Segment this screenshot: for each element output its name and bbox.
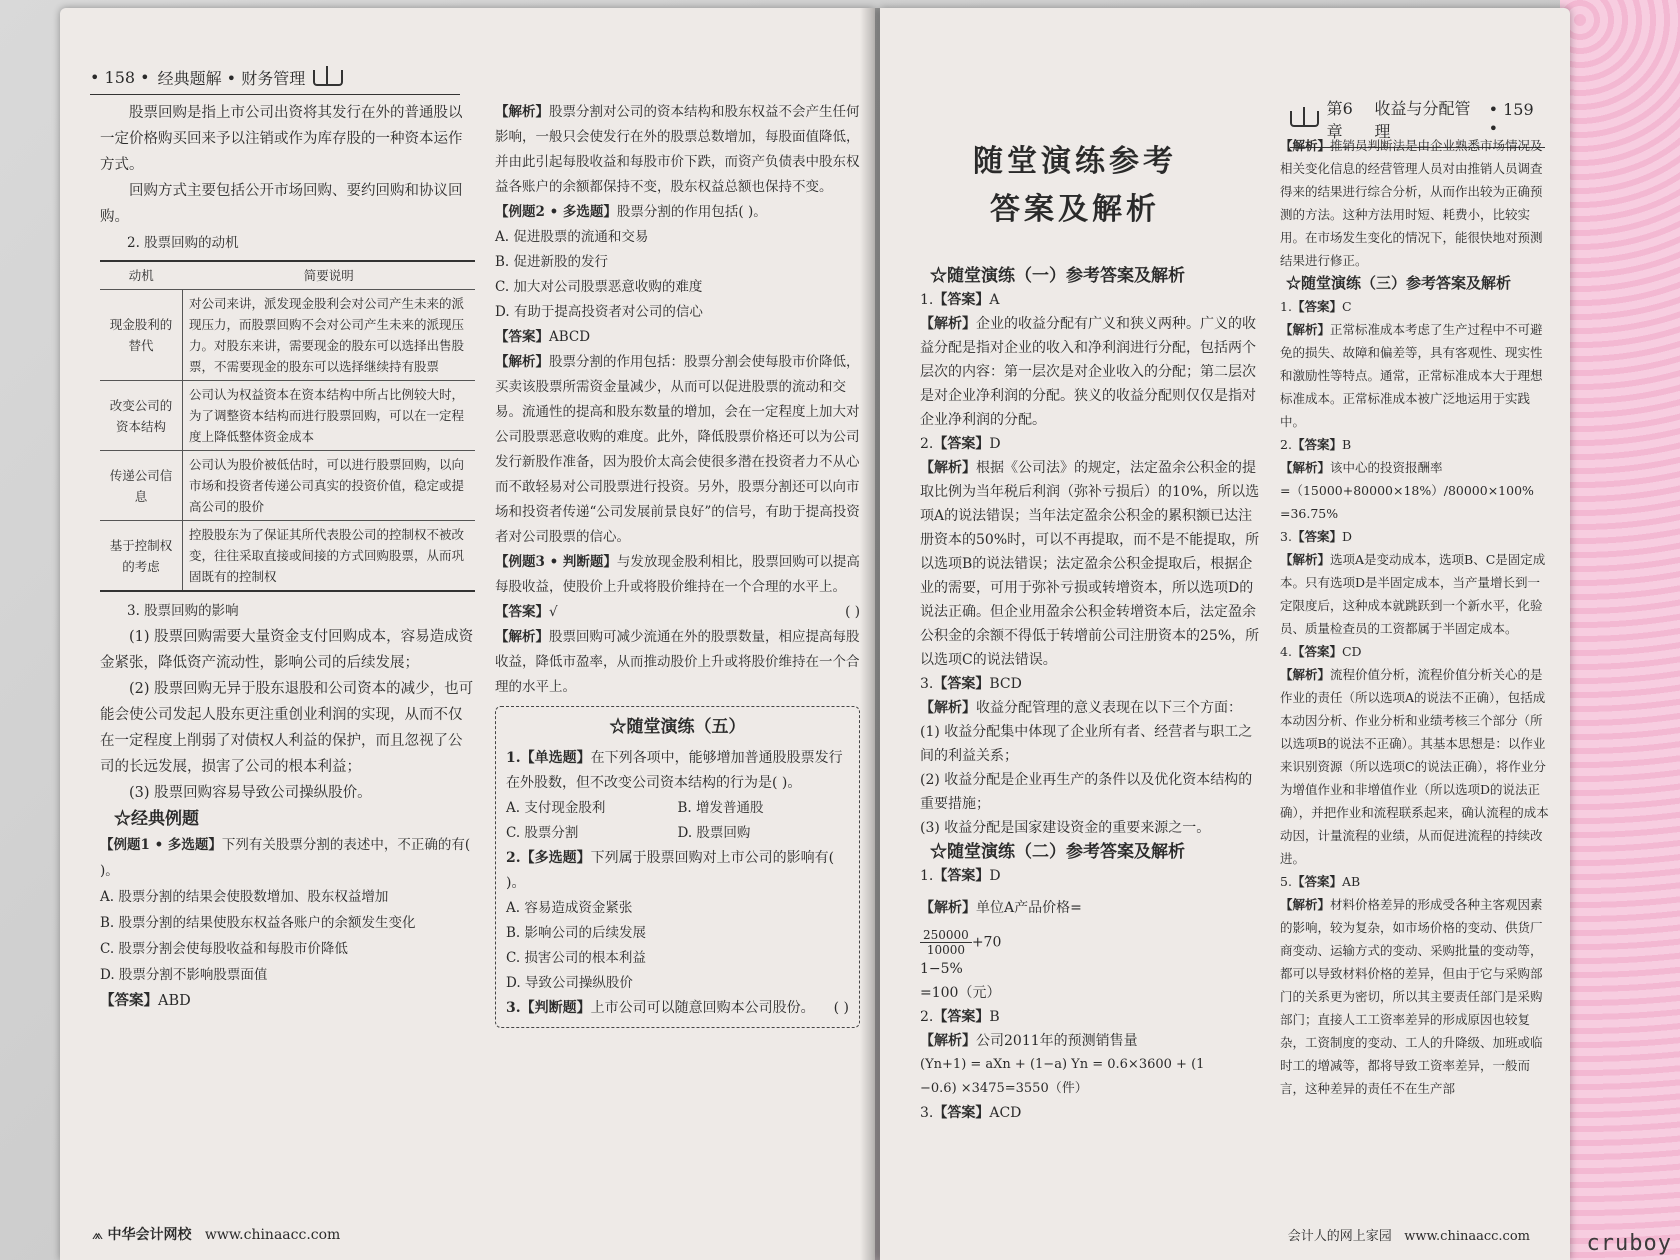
drill-1-item-3-answer (920, 672, 1260, 696)
analysis-tag: 【解析】 (920, 700, 976, 716)
example-1-option: A. 股票分割的结果会使股数增加、股东权益增加 (100, 889, 389, 905)
drill-3-item-2-answer (1280, 433, 1550, 456)
inner-denominator: 10000 (926, 943, 965, 957)
example-1-tag: 【例题1 • 多选题】 (100, 837, 222, 853)
practice-q1-text: 在下列各项中，能够增加普通股股票发行在外股数，但不改变公司资本结构的行为是( )。 (506, 750, 843, 791)
book-icon (1290, 111, 1319, 127)
answer-tag: 【答案】 (933, 436, 990, 452)
drill-2-item-3-answer (920, 1101, 1260, 1125)
left-page (60, 8, 875, 1260)
drill-3-item-5-analysis (1280, 893, 1550, 1100)
watermark: cruboy (1586, 1231, 1672, 1256)
answer-value: B (1341, 437, 1352, 452)
answers-title-line-1: 随堂演练参考 (973, 144, 1177, 179)
drill-3-item-4-analysis (1280, 663, 1550, 870)
judge-paren: ( ) (833, 1000, 849, 1016)
analysis-text: 企业的收益分配有广义和狭义两种。广义的收益分配是指对企业的收入和净利润进行分配，包括两个层次的内容：第一层次是对企业收入的分配；第二层次是对企业净利润的分配。狭义的收益分配则仅仅是指对企业净利润的分配。 (920, 316, 1256, 428)
left-footer (92, 1224, 340, 1244)
analysis-tag: 【解析】 (1280, 897, 1331, 912)
table-header: 简要说明 (183, 261, 476, 290)
motive-heading: 2. 股票回购的动机 (127, 235, 239, 251)
intro-paragraph-1: 股票回购是指上市公司出资将其发行在外的普通股以一定价格购买回来予以注销或作为库存股的一种资本运作方式。 (100, 105, 463, 173)
formula-line: =（15000+80000×18%）/80000×100% (1280, 483, 1534, 498)
drill-3-heading: ☆随堂演练（三）参考答案及解析 (1286, 274, 1512, 292)
practice-q2 (506, 846, 849, 896)
drill-1-item-2-answer (920, 432, 1260, 456)
practice-q3 (506, 996, 849, 1021)
impact-heading: 3. 股票回购的影响 (127, 603, 239, 619)
analysis-text: 股票回购可减少流通在外的股票数量，相应提高每股收益，降低市盈率，从而推动股价上升或将股价维持在一个合理的水平上。 (495, 629, 860, 695)
answer-tag: 【答案】 (933, 1009, 990, 1025)
table-cell-key: 现金股利的替代 (100, 290, 183, 381)
answer-value: BCD (989, 676, 1022, 692)
analysis-point: (2) 收益分配是企业再生产的条件以及优化资本结构的重要措施； (920, 772, 1253, 812)
analysis-text: 该中心的投资报酬率 (1330, 460, 1443, 475)
drill-3-item-5-answer (1280, 870, 1550, 893)
impact-item: (2) 股票回购无异于股东退股和公司资本的减少，也可能会使公司发起人股东更注重创业利润的实现，从而不仅在一定程度上削弱了对债权人利益的保护，而且忽视了公司的长远发展，损害了公司的根本利益； (100, 681, 474, 775)
analysis-tag: 【解析】 (1280, 138, 1331, 153)
table-row (100, 290, 475, 381)
right-header-title: 收益与分配管理 (1374, 99, 1471, 141)
drill-1-item-3-analysis (920, 696, 1260, 720)
table-cell-value: 控股股东为了保证其所代表股公司的控制权不被改变，往往采取直接或间接的方式回购股票，从而巩固既有的控制权 (183, 521, 476, 592)
answer-value: C (1341, 299, 1352, 314)
drill-3-item-3-answer (1280, 525, 1550, 548)
analysis-text: 材料价格差异的形成受各种主客观因素的影响，较为复杂，如市场价格的变动、供货厂商变动、运输方式的变动、采购批量的变动等，都可以导致材料价格的差异，但由于它与采购部门的关系更为密切，所以其主要责任部门是采购部门；直接人工工资率差异的形成原因也较复杂，工资制度的变动、工人的升降级、加班或临时工的增减等，都将导致工资率差异，一般而言，这种差异的责任不在生产部 (1280, 897, 1543, 1096)
drill-3-item-1-analysis (1280, 318, 1550, 433)
analysis-point: (1) 收益分配集中体现了企业所有者、经营者与职工之间的利益关系； (920, 724, 1253, 764)
table-row (100, 381, 475, 451)
table-header-row (100, 261, 475, 290)
answer-value: B (989, 1009, 1000, 1025)
drill-2-item-3-analysis (1280, 134, 1550, 272)
impact-item: (1) 股票回购需要大量资金支付回购成本，容易造成资金紧张，降低资产流动性，影响公司的后续发展； (100, 629, 474, 671)
left-header (90, 66, 460, 89)
left-column-2 (495, 100, 860, 1028)
inner-fraction (920, 928, 972, 957)
practice-box-5 (495, 706, 860, 1028)
right-page-number: • 159 • (1488, 100, 1534, 138)
example-2-question (495, 200, 860, 225)
example-1-answer (100, 988, 475, 1014)
option: B. 增发普通股 (677, 800, 764, 816)
footer-url: www.chinaacc.com (204, 1227, 341, 1243)
item-number: 5. (1280, 874, 1292, 889)
book-icon (313, 70, 343, 86)
analysis-text: 推销员判断法是由企业熟悉市场情况及相关变化信息的经营管理人员对由推销人员调查得来的结果进行综合分析，从而作出较为正确预测的方法。这种方法用时短、耗费小，比较实用。在市场发生变化的情况下，能很快地对预测结果进行修正。 (1280, 138, 1543, 268)
drill-2-item-1-answer (920, 864, 1260, 888)
analysis-tag: 【解析】 (495, 629, 549, 645)
practice-q3-text: 上市公司可以随意回购本公司股份。 (590, 1000, 815, 1016)
fraction-denominator: 1−5% (920, 961, 963, 977)
practice-q1-options (506, 821, 849, 846)
drill-2-heading: ☆随堂演练（二）参考答案及解析 (930, 842, 1185, 862)
table-cell-key: 传递公司信息 (100, 451, 183, 521)
answer-tag: 【答案】 (933, 292, 990, 308)
example-2-tag: 【例题2 • 多选题】 (495, 204, 617, 220)
example-1-text: 下列有关股票分割的表述中，不正确的有( )。 (100, 837, 471, 879)
analysis-tag: 【解析】 (1280, 322, 1331, 337)
practice-q2-tag: 2.【多选题】 (506, 850, 591, 866)
item-number: 2. (1280, 437, 1292, 452)
example-2-option: A. 促进股票的流通和交易 (495, 229, 649, 245)
answer-tag: 【答案】 (933, 868, 990, 884)
answer-tag: 【答案】 (1291, 299, 1342, 314)
item-number: 3. (920, 676, 934, 692)
intro-paragraph-2: 回购方式主要包括公开市场回购、要约回购和协议回购。 (100, 183, 463, 225)
drill-2-item-2-answer (920, 1005, 1260, 1029)
example-2-option: C. 加大对公司股票恶意收购的难度 (495, 279, 703, 295)
example-2-answer (495, 325, 860, 350)
option: C. 损害公司的根本利益 (506, 950, 646, 966)
drill-3-item-2-analysis (1280, 456, 1550, 479)
left-header-title: 经典题解 • 财务管理 (157, 69, 306, 88)
formula-prefix: 单位A产品价格= (976, 900, 1082, 916)
example-1-question (100, 832, 475, 884)
answer-tag: 【答案】 (495, 329, 549, 345)
practice-q1-tag: 1.【单选题】 (506, 750, 591, 766)
table-cell-value: 对公司来讲，派发现金股利会对公司产生未来的派现压力，而股票回购不会对公司产生未来的派现压力。对股东来讲，需要现金的股东可以选择出售股票，不需要现金的股东可以选择继续持有股票 (183, 290, 476, 381)
item-number: 1. (920, 292, 934, 308)
answer-value: √ (549, 604, 558, 620)
analysis-text: 股票分割对公司的资本结构和股东权益不会产生任何影响，一般只会使发行在外的股票总数增加，每股面值降低，并由此引起每股收益和每股市价下跌，而资产负债表中股东权益各账户的余额都保持不变，股东权益总额也保持不变。 (495, 104, 860, 195)
drill-3-item-1-answer (1280, 295, 1550, 318)
answers-title-line-2: 答案及解析 (990, 192, 1160, 227)
example-1-option: D. 股票分割不影响股票面值 (100, 967, 268, 983)
analysis-text: 收益分配管理的意义表现在以下三个方面： (976, 700, 1242, 716)
analysis-tag: 【解析】 (920, 1033, 976, 1049)
option: A. 支付现金股利 (506, 800, 606, 816)
answer-value: ABCD (549, 329, 591, 345)
right-column-1 (920, 264, 1260, 1125)
option: A. 容易造成资金紧张 (506, 900, 633, 916)
analysis-tag: 【解析】 (495, 104, 549, 120)
answer-tag: 【答案】 (1291, 874, 1342, 889)
example-2-analysis (495, 350, 860, 550)
item-number: 2. (920, 1009, 934, 1025)
answer-tag: 【答案】 (1291, 529, 1342, 544)
answer-value: ABD (158, 993, 191, 1009)
item-number: 2. (920, 436, 934, 452)
footer-text: 会计人的网上家园 (1287, 1229, 1392, 1244)
analysis-tag: 【解析】 (920, 316, 976, 332)
answer-value: D (989, 436, 1001, 452)
example-3-analysis (495, 625, 860, 700)
analysis-tag: 【解析】 (920, 900, 976, 916)
item-number: 3. (1280, 529, 1292, 544)
footer-url: www.chinaacc.com (1404, 1229, 1530, 1244)
drill-3-item-3-analysis (1280, 548, 1550, 640)
table-cell-value: 公司认为股价被低估时，可以进行股票回购，以向市场和投资者传递公司真实的投资价值，稳定或提高公司的股价 (183, 451, 476, 521)
analysis-tag: 【解析】 (920, 460, 976, 476)
right-footer (1288, 1225, 1530, 1244)
formula-line: (Yn+1) = aXn + (1−a) Yn = 0.6×3600 + (1 (920, 1057, 1205, 1072)
judge-paren: ( ) (845, 604, 860, 620)
answer-value: D (1341, 529, 1352, 544)
analysis-tag: 【解析】 (495, 354, 549, 370)
table-header: 动机 (100, 261, 183, 290)
example-3-tag: 【例题3 • 判断题】 (495, 554, 617, 570)
drill-1-item-1-analysis (920, 312, 1260, 432)
formula-line: −0.6) ×3475=3550（件） (920, 1081, 1088, 1096)
analysis-point: (3) 收益分配是国家建设资金的重要来源之一。 (920, 820, 1211, 836)
practice-box-title: ☆随堂演练（五） (609, 717, 746, 737)
table-cell-key: 基于控制权的考虑 (100, 521, 183, 592)
motive-table (100, 260, 475, 592)
answer-value: AB (1341, 874, 1361, 889)
right-page (880, 8, 1570, 1260)
drill-3-item-4-answer (1280, 640, 1550, 663)
option: B. 影响公司的后续发展 (506, 925, 647, 941)
item-number: 3. (920, 1105, 934, 1121)
example-1-option: C. 股票分割会使每股收益和每股市价降低 (100, 941, 348, 957)
practice-q3-tag: 3.【判断题】 (506, 1000, 591, 1016)
drill-2-item-2-analysis (920, 1029, 1260, 1053)
left-column-1 (100, 100, 475, 1014)
table-row (100, 521, 475, 592)
formula-result: =100（元） (920, 985, 1001, 1001)
answer-tag: 【答案】 (1291, 644, 1342, 659)
classic-examples-heading: ☆经典例题 (114, 809, 199, 829)
example-2-option: B. 促进新股的发行 (495, 254, 609, 270)
example-2-text: 股票分割的作用包括( )。 (616, 204, 767, 220)
option: D. 股票回购 (677, 825, 751, 841)
example-1-analysis (495, 100, 860, 200)
answers-title (940, 138, 1210, 234)
analysis-tag: 【解析】 (1280, 460, 1331, 475)
drill-1-heading: ☆随堂演练（一）参考答案及解析 (930, 266, 1185, 286)
plus-term: +70 (971, 934, 1002, 951)
formula-line: =36.75% (1280, 506, 1339, 521)
answer-tag: 【答案】 (933, 1105, 990, 1121)
drill-1-item-1-answer (920, 288, 1260, 312)
left-page-number: • 158 • (90, 68, 150, 87)
answer-value: CD (1341, 644, 1362, 659)
logo-icon: ⩕ (92, 1227, 104, 1243)
example-1-option: B. 股票分割的结果使股东权益各账户的余额发生变化 (100, 915, 416, 931)
practice-q1 (506, 746, 849, 796)
drill-2-item-1-analysis (920, 888, 1260, 928)
answer-tag: 【答案】 (933, 676, 990, 692)
example-3-text: 与发放现金股利相比，股票回购可以提高每股收益，使股价上升或将股价维持在一个合理的水平上。 (495, 554, 860, 595)
inner-numerator: 250000 (920, 928, 972, 943)
practice-q1-options (506, 796, 849, 821)
analysis-text: 选项A是变动成本，选项B、C是固定成本。只有选项D是半固定成本，当产量增长到一定限度后，这种成本就跳跃到一个新水平，化验员、质量检查员的工资都属于半固定成本。 (1280, 552, 1546, 636)
analysis-text: 股票分割的作用包括：股票分割会使每股市价降低，买卖该股票所需资金量减少，从而可以促进股票的流动和交易。流通性的提高和股东数量的增加，会在一定程度上加大对公司股票恶意收购的难度。此外，降低股票价格还可以为公司发行新股作准备，因为股价太高会使很多潜在投资者力不从心而不敢轻易对公司股票进行投资。另外，股票分割还可以向市场和投资者传递“公司发展前景良好”的信号，有助于提高投资者对公司股票的信心。 (495, 354, 860, 545)
table-cell-value: 公司认为权益资本在资本结构中所占比例较大时，为了调整资本结构而进行股票回购，可以在一定程度上降低整体资金成本 (183, 381, 476, 451)
pink-background (1560, 0, 1680, 1260)
impact-item: (3) 股票回购容易导致公司操纵股价。 (129, 785, 372, 801)
analysis-text: 正常标准成本考虑了生产过程中不可避免的损失、故障和偏差等，具有客观性、现实性和激励性等特点。通常，正常标准成本大于理想标准成本。正常标准成本被广泛地运用于实践中。 (1280, 322, 1543, 429)
analysis-text: 根据《公司法》的规定，法定盈余公积金的提取比例为当年税后利润（弥补亏损后）的10%，所以选项A的说法错误；当年法定盈余公积金的累积额已达注册资本的50%时，可以不再提取，而不是不能提取，所以选项B的说法错误；法定盈余公积金提取后，根据企业的需要，可用于弥补亏损或转增资本，所以选项D的说法正确。但企业用盈余公积金转增资本后，法定盈余公积金的余额不得低于转增前公司注册资本的25%，所以选项C的说法错误。 (920, 460, 1260, 668)
analysis-tag: 【解析】 (1280, 552, 1331, 567)
footer-brand: 中华会计网校 (107, 1227, 192, 1243)
option: C. 股票分割 (506, 825, 579, 841)
analysis-text: 公司2011年的预测销售量 (976, 1033, 1138, 1049)
answer-tag: 【答案】 (100, 992, 158, 1009)
item-number: 1. (1280, 299, 1292, 314)
example-2-option: D. 有助于提高投资者对公司的信心 (495, 304, 703, 320)
answer-value: D (989, 868, 1001, 884)
example-3-answer (495, 600, 860, 625)
chapter-label: 第6章 (1326, 99, 1353, 141)
right-column-2 (1280, 134, 1550, 1100)
analysis-tag: 【解析】 (1280, 667, 1331, 682)
answer-value: ACD (989, 1105, 1022, 1121)
table-cell-key: 改变公司的资本结构 (100, 381, 183, 451)
table-row (100, 451, 475, 521)
item-number: 4. (1280, 644, 1292, 659)
analysis-text: 流程价值分析，流程价值分析关心的是作业的责任（所以选项A的说法不正确），包括成本动因分析、作业分析和业绩考核三个部分（所以选项B的说法不正确）。其基本思想是：以作业来识别资源（所以选项C的说法正确），将作业分为增值作业和非增值作业（所以选项D的说法正确），并把作业和流程联系起来，确认流程的成本动因，计量流程的业绩，从而促进流程的持续改进。 (1280, 667, 1549, 866)
answer-value: A (989, 292, 1000, 308)
fraction-numerator (920, 928, 1260, 957)
option: D. 导致公司操纵股价 (506, 975, 633, 991)
item-number: 1. (920, 868, 934, 884)
answer-tag: 【答案】 (1291, 437, 1342, 452)
practice-q2-text: 下列属于股票回购对上市公司的影响有( )。 (506, 850, 835, 891)
drill-1-item-2-analysis (920, 456, 1260, 672)
answer-tag: 【答案】 (495, 604, 549, 620)
